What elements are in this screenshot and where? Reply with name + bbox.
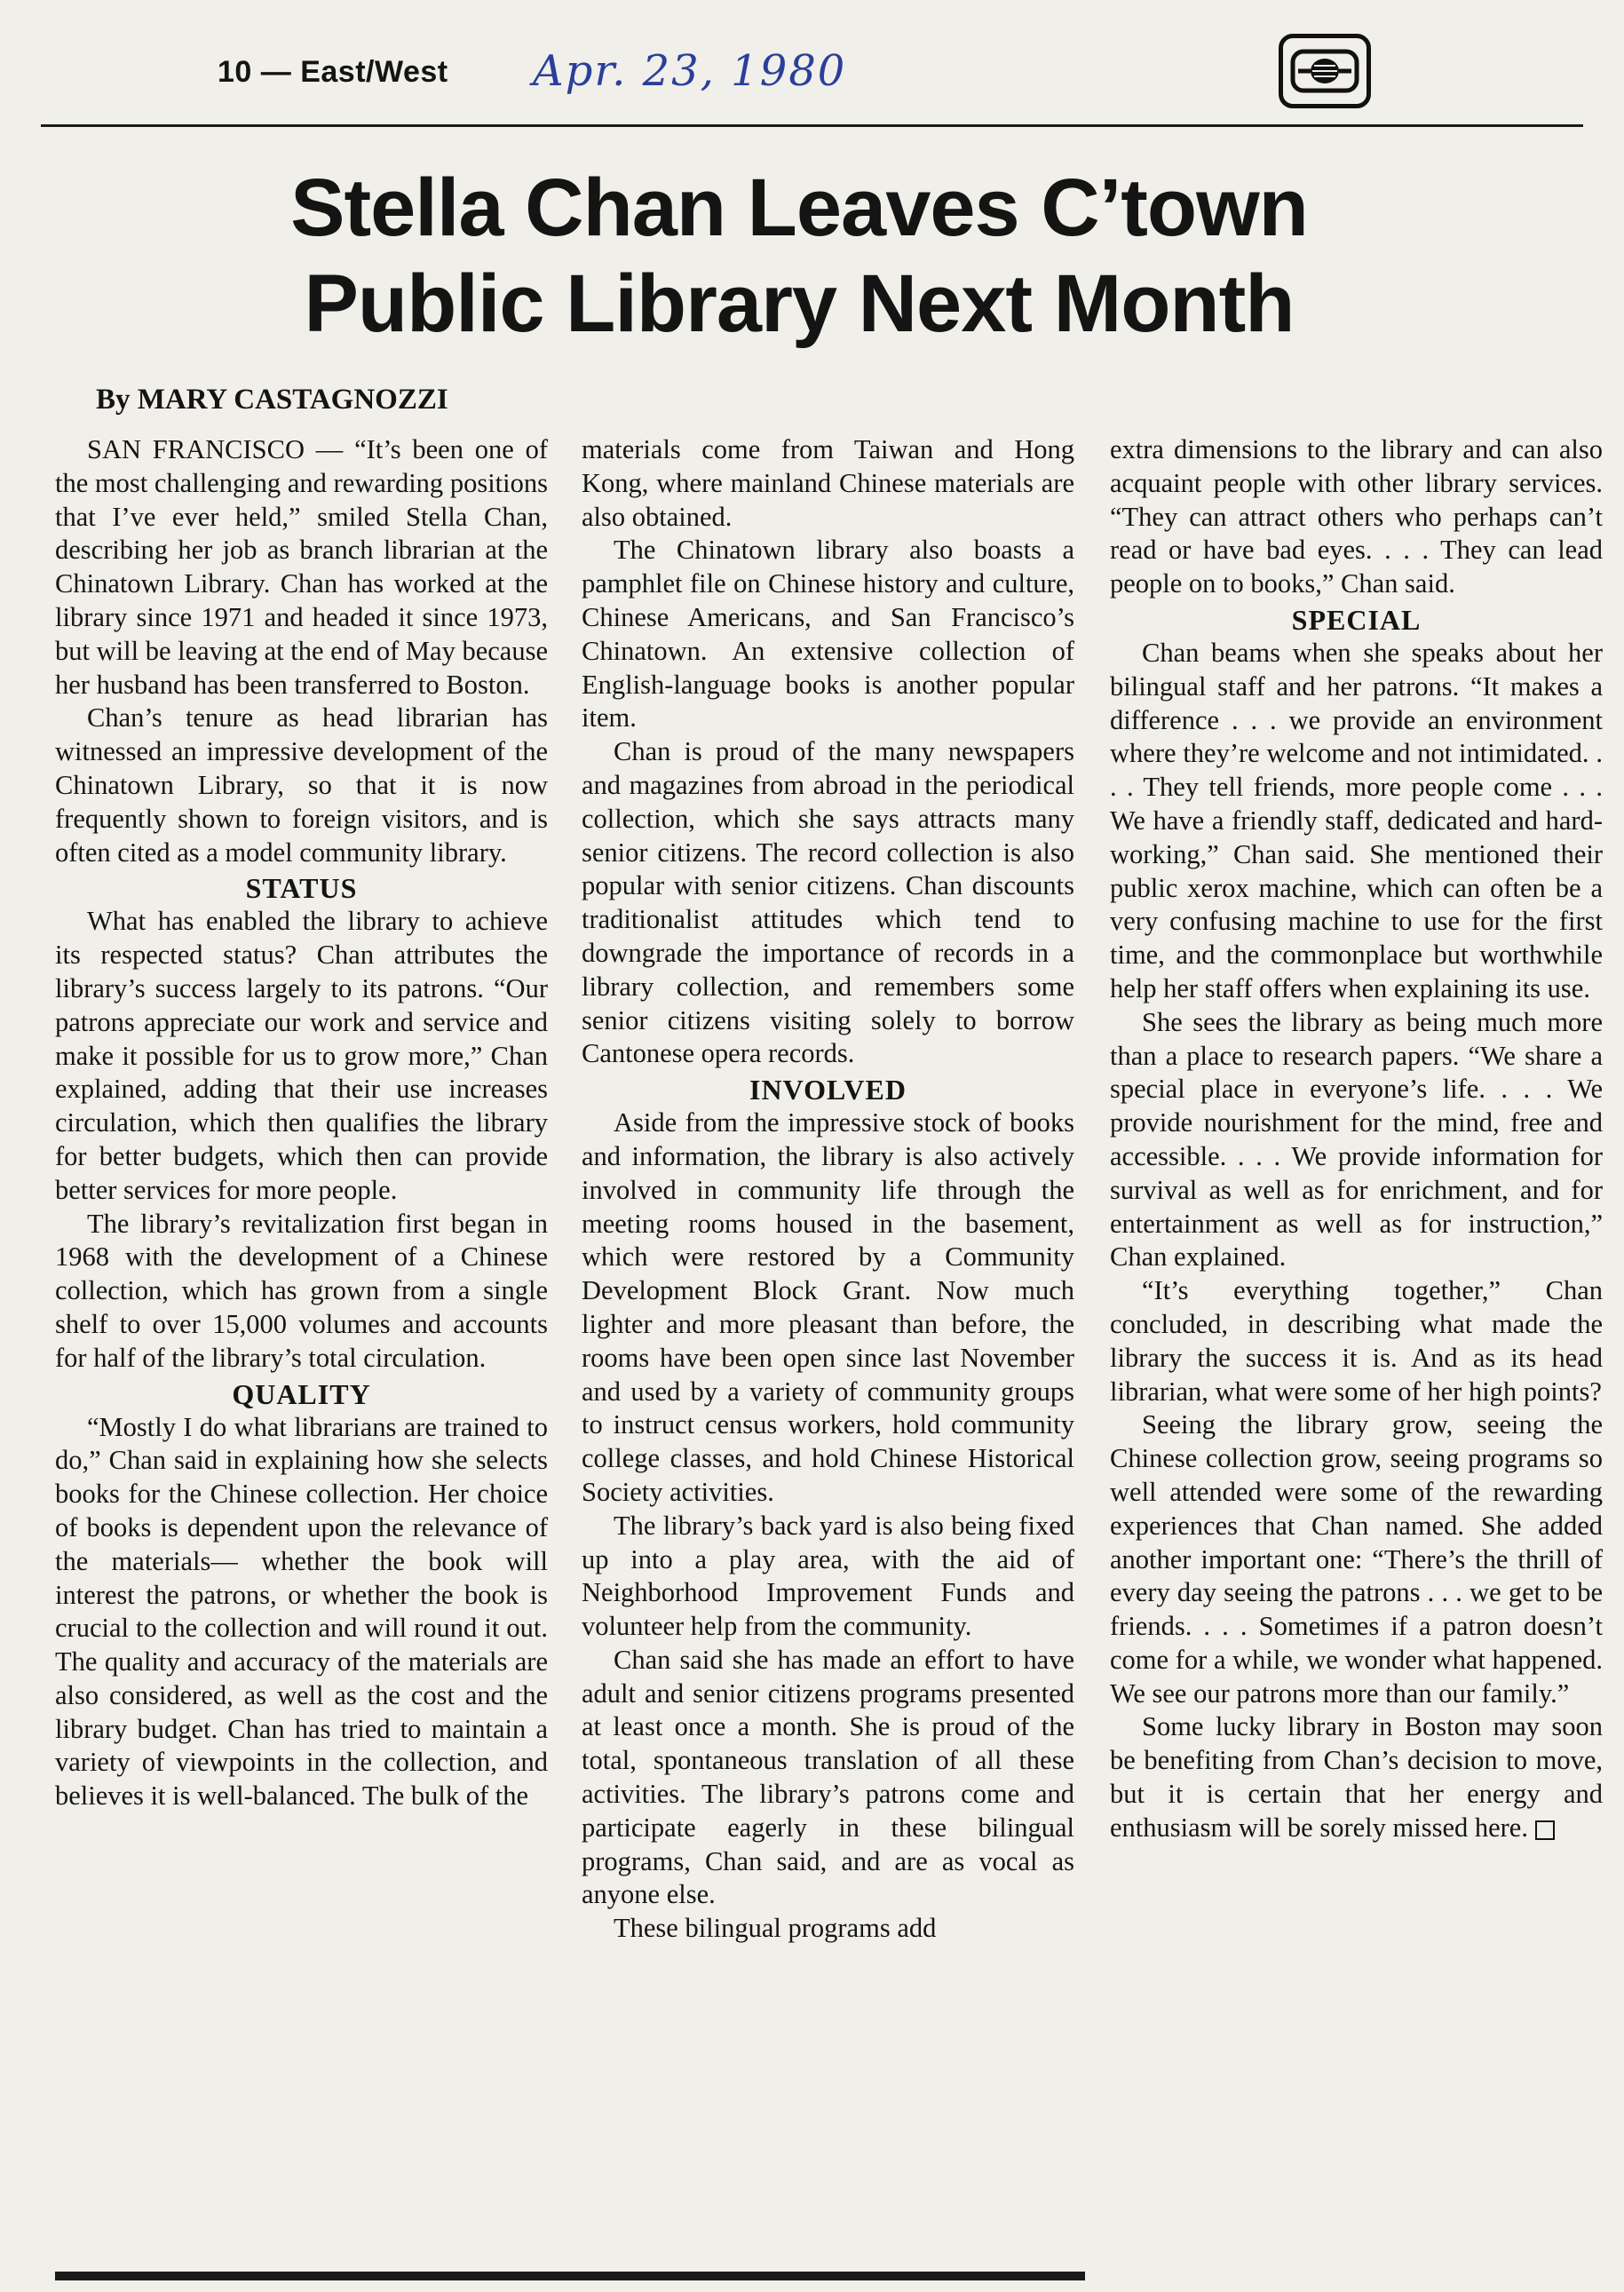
paragraph: The Chinatown library also boasts a pamphlet file on Chinese history and culture, Chinese Americans, and San Francisco’s Chinatown. An extensive collection of English-language books is another popular item. (582, 535, 1074, 734)
header-rule (41, 124, 1583, 127)
paragraph: Seeing the library grow, seeing the Chinese collection grow, seeing programs so well attended were some of the rewarding experiences that Chan named. She added another important one: “There’s the thrill of every day seeing the patrons . . . we get to be friends. . . . Sometimes if a patron doesn’t come for a while, we wonder what happened. We see our patrons more than our family.” (1110, 1409, 1603, 1709)
byline (96, 384, 448, 416)
article-column-3 (1110, 433, 1603, 1845)
paragraph: Chan’s tenure as head librarian has witnessed an impressive development of the Chinatown Library, so that it is now frequently shown to foreign visitors, and is often cited as a model community library. (55, 702, 548, 868)
article-column-1 (55, 433, 548, 1813)
paragraph: Chan is proud of the many newspapers and magazines from abroad in the periodical collection, which she says attracts many senior citizens. The record collection is also popular with senior citizens. Chan discounts traditionalist attitudes which tend to downgrade the importance of records in a library collection, and remembers some senior citizens visiting solely to borrow Cantonese opera records. (582, 736, 1074, 1069)
paragraph: “It’s everything together,” Chan concluded, in describing what made the library the success it is. And as its head librarian, what were some of her high points? (1110, 1275, 1603, 1407)
paragraph: The library’s revitalization first began in 1968 with the development of a Chinese collection, which has grown from a single shelf to over 15,000 volumes and accounts for half of the library’s total circulation. (55, 1208, 548, 1373)
byline-author: MARY CASTAGNOZZI (137, 384, 448, 416)
subhead-involved: INVOLVED (749, 1074, 907, 1106)
paragraph: Chan beams when she speaks about her bilingual staff and her patrons. “It makes a difference . . . we provide an environment where they’re welcome and not intimidated. . . . They tell friends, more people come . . . We have a friendly staff, dedicated and hard-working,” Chan said. She mentioned their public xerox machine, which can often be a very confusing machine to use for the first time, and the commonplace but worthwhile help her staff offers when explaining its use. (1110, 637, 1603, 1003)
article-column-2 (582, 433, 1074, 1946)
page-label: 10 — East/West (218, 55, 448, 89)
paragraph: The library’s back yard is also being fixed up into a play area, with the aid of Neighborhood Improvement Funds and volunteer help from the community. (582, 1510, 1074, 1642)
bottom-border-rule (55, 2272, 1085, 2280)
paragraph-final (1110, 1710, 1603, 1844)
handwritten-date: Apr. 23, 1980 (533, 46, 847, 96)
headline (186, 160, 1412, 352)
headline-line-2: Public Library Next Month (304, 258, 1295, 349)
paragraph: SAN FRANCISCO — “It’s been one of the most challenging and rewarding positions that I’ve ever held,” smiled Stella Chan, describing her job as branch librarian at the Chinatown Library. Chan has worked at the library since 1971 and headed it since 1973, but will be leaving at the end of May because her husband has been transferred to Boston. (55, 434, 548, 700)
paragraph-final-text: Some lucky library in Boston may soon be benefiting from Chan’s decision to move, but it is certain that her energy and enthusiasm will be sorely missed here. (1110, 1711, 1603, 1843)
headline-line-1: Stella Chan Leaves C’town (290, 163, 1308, 253)
paragraph: She sees the library as being much more than a place to research papers. “We share a special place in everyone’s life. . . . We provide nourishment for the mind, free and accessible. . . . We provide information for survival as well as for enrichment, and for entertainment as well as for instruction,” Chan explained. (1110, 1006, 1603, 1273)
paragraph: Aside from the impressive stock of books and information, the library is also actively involved in community life through the meeting rooms housed in the basement, which were restored by a Community Development Block Grant. Now much lighter and more pleasant than before, the rooms have been open since last November and used by a variety of community groups to instruct census workers, hold community college classes, and hold Chinese Historical Society activities. (582, 1107, 1074, 1507)
paragraph: extra dimensions to the library and can also acquaint people with other library services. “They can attract others who perhaps can’t read or have bad eyes. . . . They can lead people on to books,” Chan said. (1110, 434, 1603, 599)
paragraph: materials come from Taiwan and Hong Kong, where mainland Chinese materials are also obtained. (582, 434, 1074, 532)
subhead-status: STATUS (245, 872, 358, 905)
byline-prefix: By (96, 384, 131, 416)
paragraph: Chan said she has made an effort to have adult and senior citizens programs presented at least once a month. She is proud of the total, spontaneous translation of all these activities. The library’s patrons come and participate eagerly in these bilingual programs, Chan said, and are as vocal as anyone else. (582, 1644, 1074, 1910)
paragraph: What has enabled the library to achieve its respected status? Chan attributes the library’s success largely to its patrons. “Our patrons appreciate our work and service and make it possible for us to grow more,” Chan explained, adding that their use increases circulation, which then qualifies the library for better budgets, which then can provide better services for more people. (55, 906, 548, 1205)
east-west-logo-icon (1279, 34, 1371, 108)
paragraph: These bilingual programs add (614, 1913, 937, 1944)
subhead-quality: QUALITY (232, 1377, 371, 1410)
end-of-story-box-icon (1535, 1820, 1555, 1840)
subhead-special: SPECIAL (1291, 603, 1422, 636)
paragraph: “Mostly I do what librarians are trained to do,” Chan said in explaining how she selects books for the Chinese collection. Her choice of books is dependent upon the relevance of the materials— whether the book will interest the patrons, or whether the book is crucial to the collection and will round it out. The quality and accuracy of the materials are also considered, as well as the cost and the library budget. Chan has tried to maintain a variety of viewpoints in the collection, and believes it is well-balanced. The bulk of the (55, 1411, 548, 1812)
